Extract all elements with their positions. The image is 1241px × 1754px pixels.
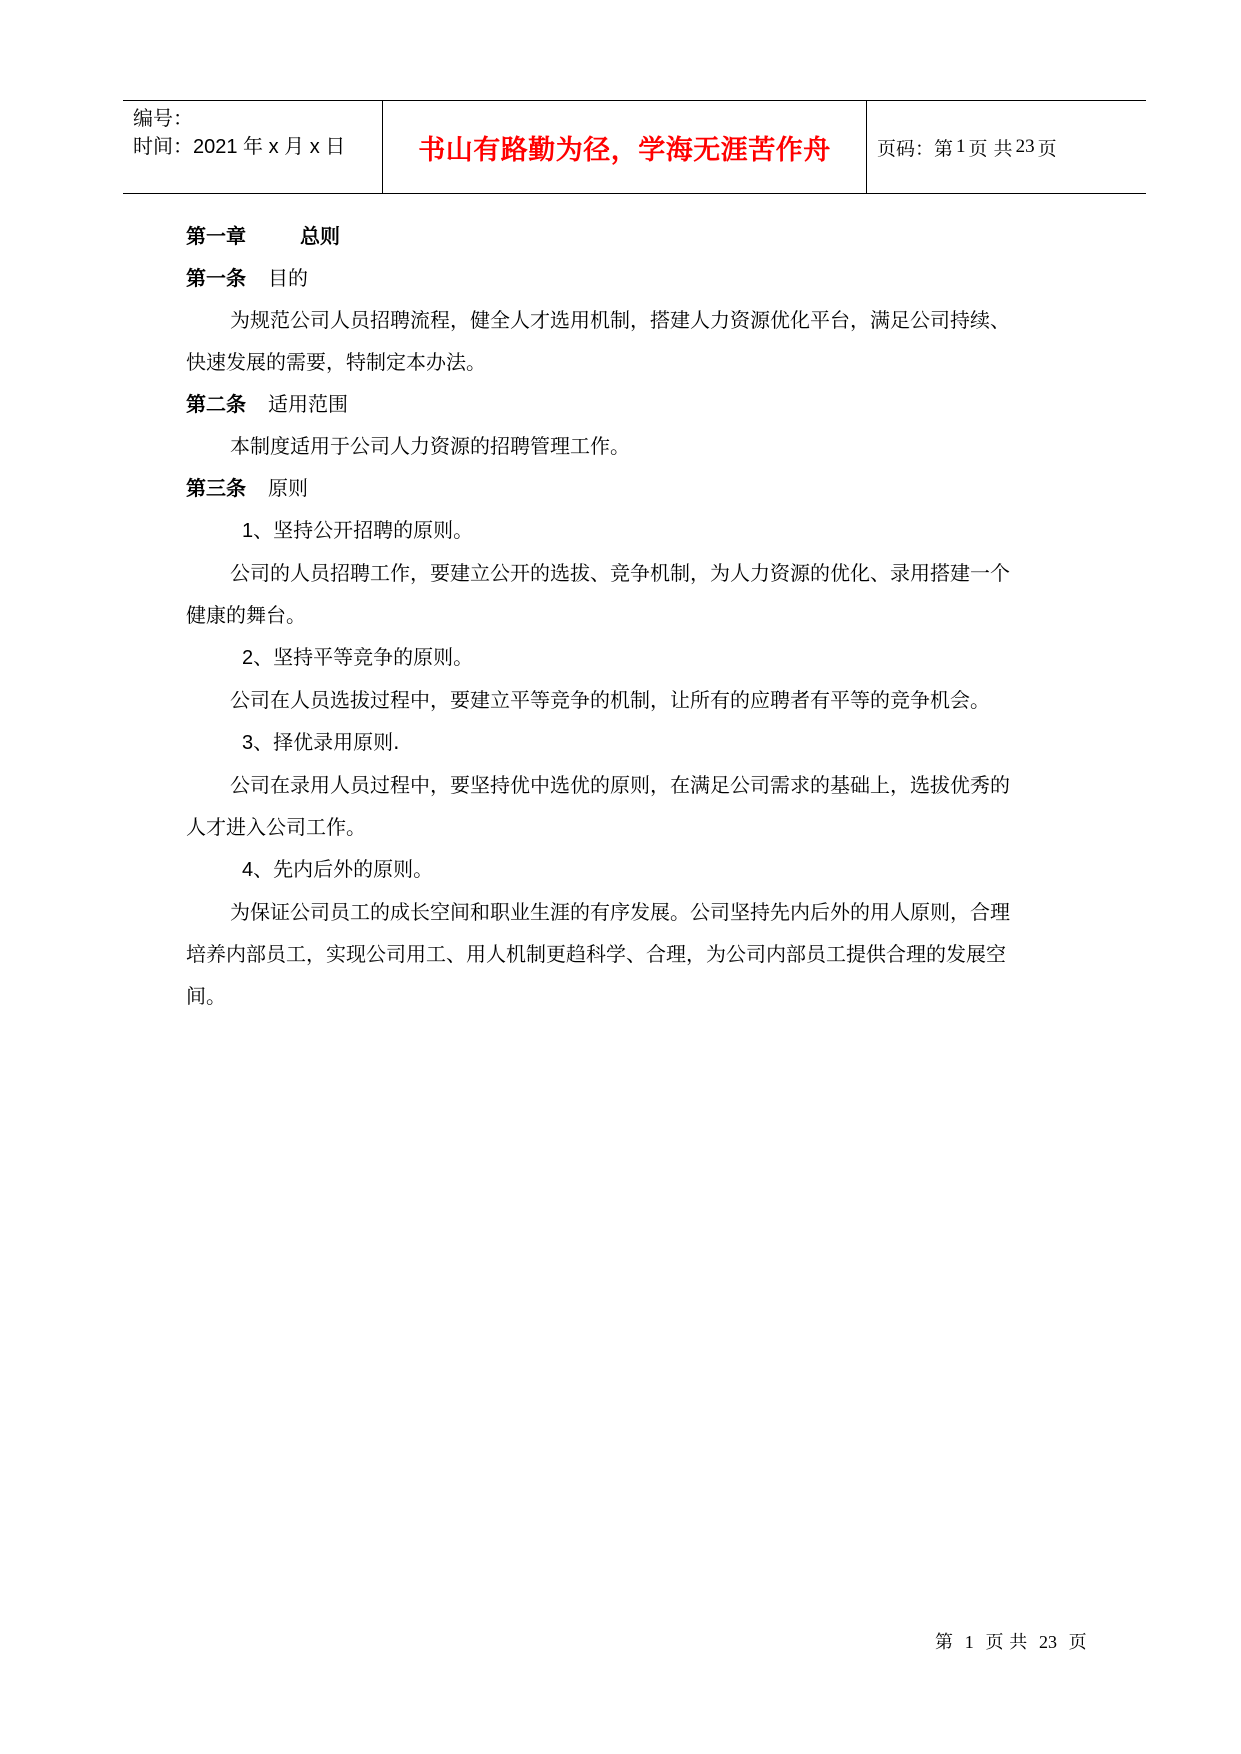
page-prefix: 页码：第 [877,137,954,160]
principle-4-paragraph-line-1: 为保证公司员工的成长空间和职业生涯的有序发展。公司坚持先内后外的用人原则，合理 [230,900,1010,924]
page-suffix: 页 [1037,137,1057,160]
principle-item-2 [186,636,1080,679]
header-page-info [867,101,1146,193]
principle-4-paragraph-line-3: 间。 [186,984,226,1008]
chapter-title: 总则 [300,224,340,248]
time-label: 时间：2021 年 x 月 x 日 [133,136,346,158]
principle-1-number: 1、 [242,520,274,542]
article-2-title: 适用范围 [268,392,348,416]
number-label: 编号： [133,108,193,130]
principle-1-paragraph-line-2: 健康的舞台。 [186,603,306,627]
document-body [186,215,1080,1017]
footer-current-page: 1 [964,1632,974,1652]
header-meta [123,101,383,193]
page-total: 23 [1015,136,1035,157]
chapter-heading [186,215,1080,257]
principle-item-1 [186,509,1080,552]
article-1-paragraph-line-1: 为规范公司人员招聘流程，健全人才选用机制，搭建人力资源优化平台，满足公司持续、 [230,308,1010,332]
article-2-paragraph: 本制度适用于公司人力资源的招聘管理工作。 [230,434,630,458]
motto-text: 书山有路勤为径，学海无涯苦作舟 [418,134,831,166]
principle-4-number: 4、 [242,859,274,881]
footer-prefix: 第 [935,1632,953,1653]
article-1-paragraph-line-2: 快速发展的需要，特制定本办法。 [186,350,486,374]
page-mid: 页 共 [968,137,1013,160]
footer-mid: 页 共 [985,1632,1028,1653]
article-2-heading [186,383,1080,425]
principle-2-text: 坚持平等竞争的原则。 [273,645,474,669]
article-3-heading [186,467,1080,509]
principle-1-text: 坚持公开招聘的原则。 [273,518,474,542]
principle-1-paragraph-line-1: 公司的人员招聘工作，要建立公开的选拔、竞争机制，为人力资源的优化、录用搭建一个 [230,561,1010,585]
article-3-label: 第三条 [186,476,246,500]
principle-item-4 [186,848,1080,891]
document-header [123,100,1146,194]
article-1-label: 第一条 [186,266,246,290]
principle-2-paragraph: 公司在人员选拔过程中，要建立平等竞争的机制，让所有的应聘者有平等的竞争机会。 [230,688,990,712]
principle-2-number: 2、 [242,647,274,669]
header-motto-cell [383,101,867,193]
principle-4-paragraph-line-2: 培养内部员工，实现公司用工、用人机制更趋科学、合理，为公司内部员工提供合理的发展空 [186,942,1006,966]
article-1-heading [186,257,1080,299]
principle-3-text: 择优录用原则. [273,730,400,754]
page-current: 1 [956,136,966,157]
footer-total-pages: 23 [1038,1632,1057,1652]
principle-item-3 [186,721,1080,764]
principle-3-paragraph-line-2: 人才进入公司工作。 [186,815,366,839]
footer-suffix: 页 [1068,1632,1087,1653]
chapter-label: 第一章 [186,224,246,248]
principle-3-paragraph-line-1: 公司在录用人员过程中，要坚持优中选优的原则，在满足公司需求的基础上，选拔优秀的 [230,773,1010,797]
article-2-label: 第二条 [186,392,246,416]
article-1-title: 目的 [268,266,308,290]
page-footer [935,1628,1087,1654]
principle-4-text: 先内后外的原则。 [273,857,434,881]
article-3-title: 原则 [268,476,308,500]
principle-3-number: 3、 [242,732,274,754]
